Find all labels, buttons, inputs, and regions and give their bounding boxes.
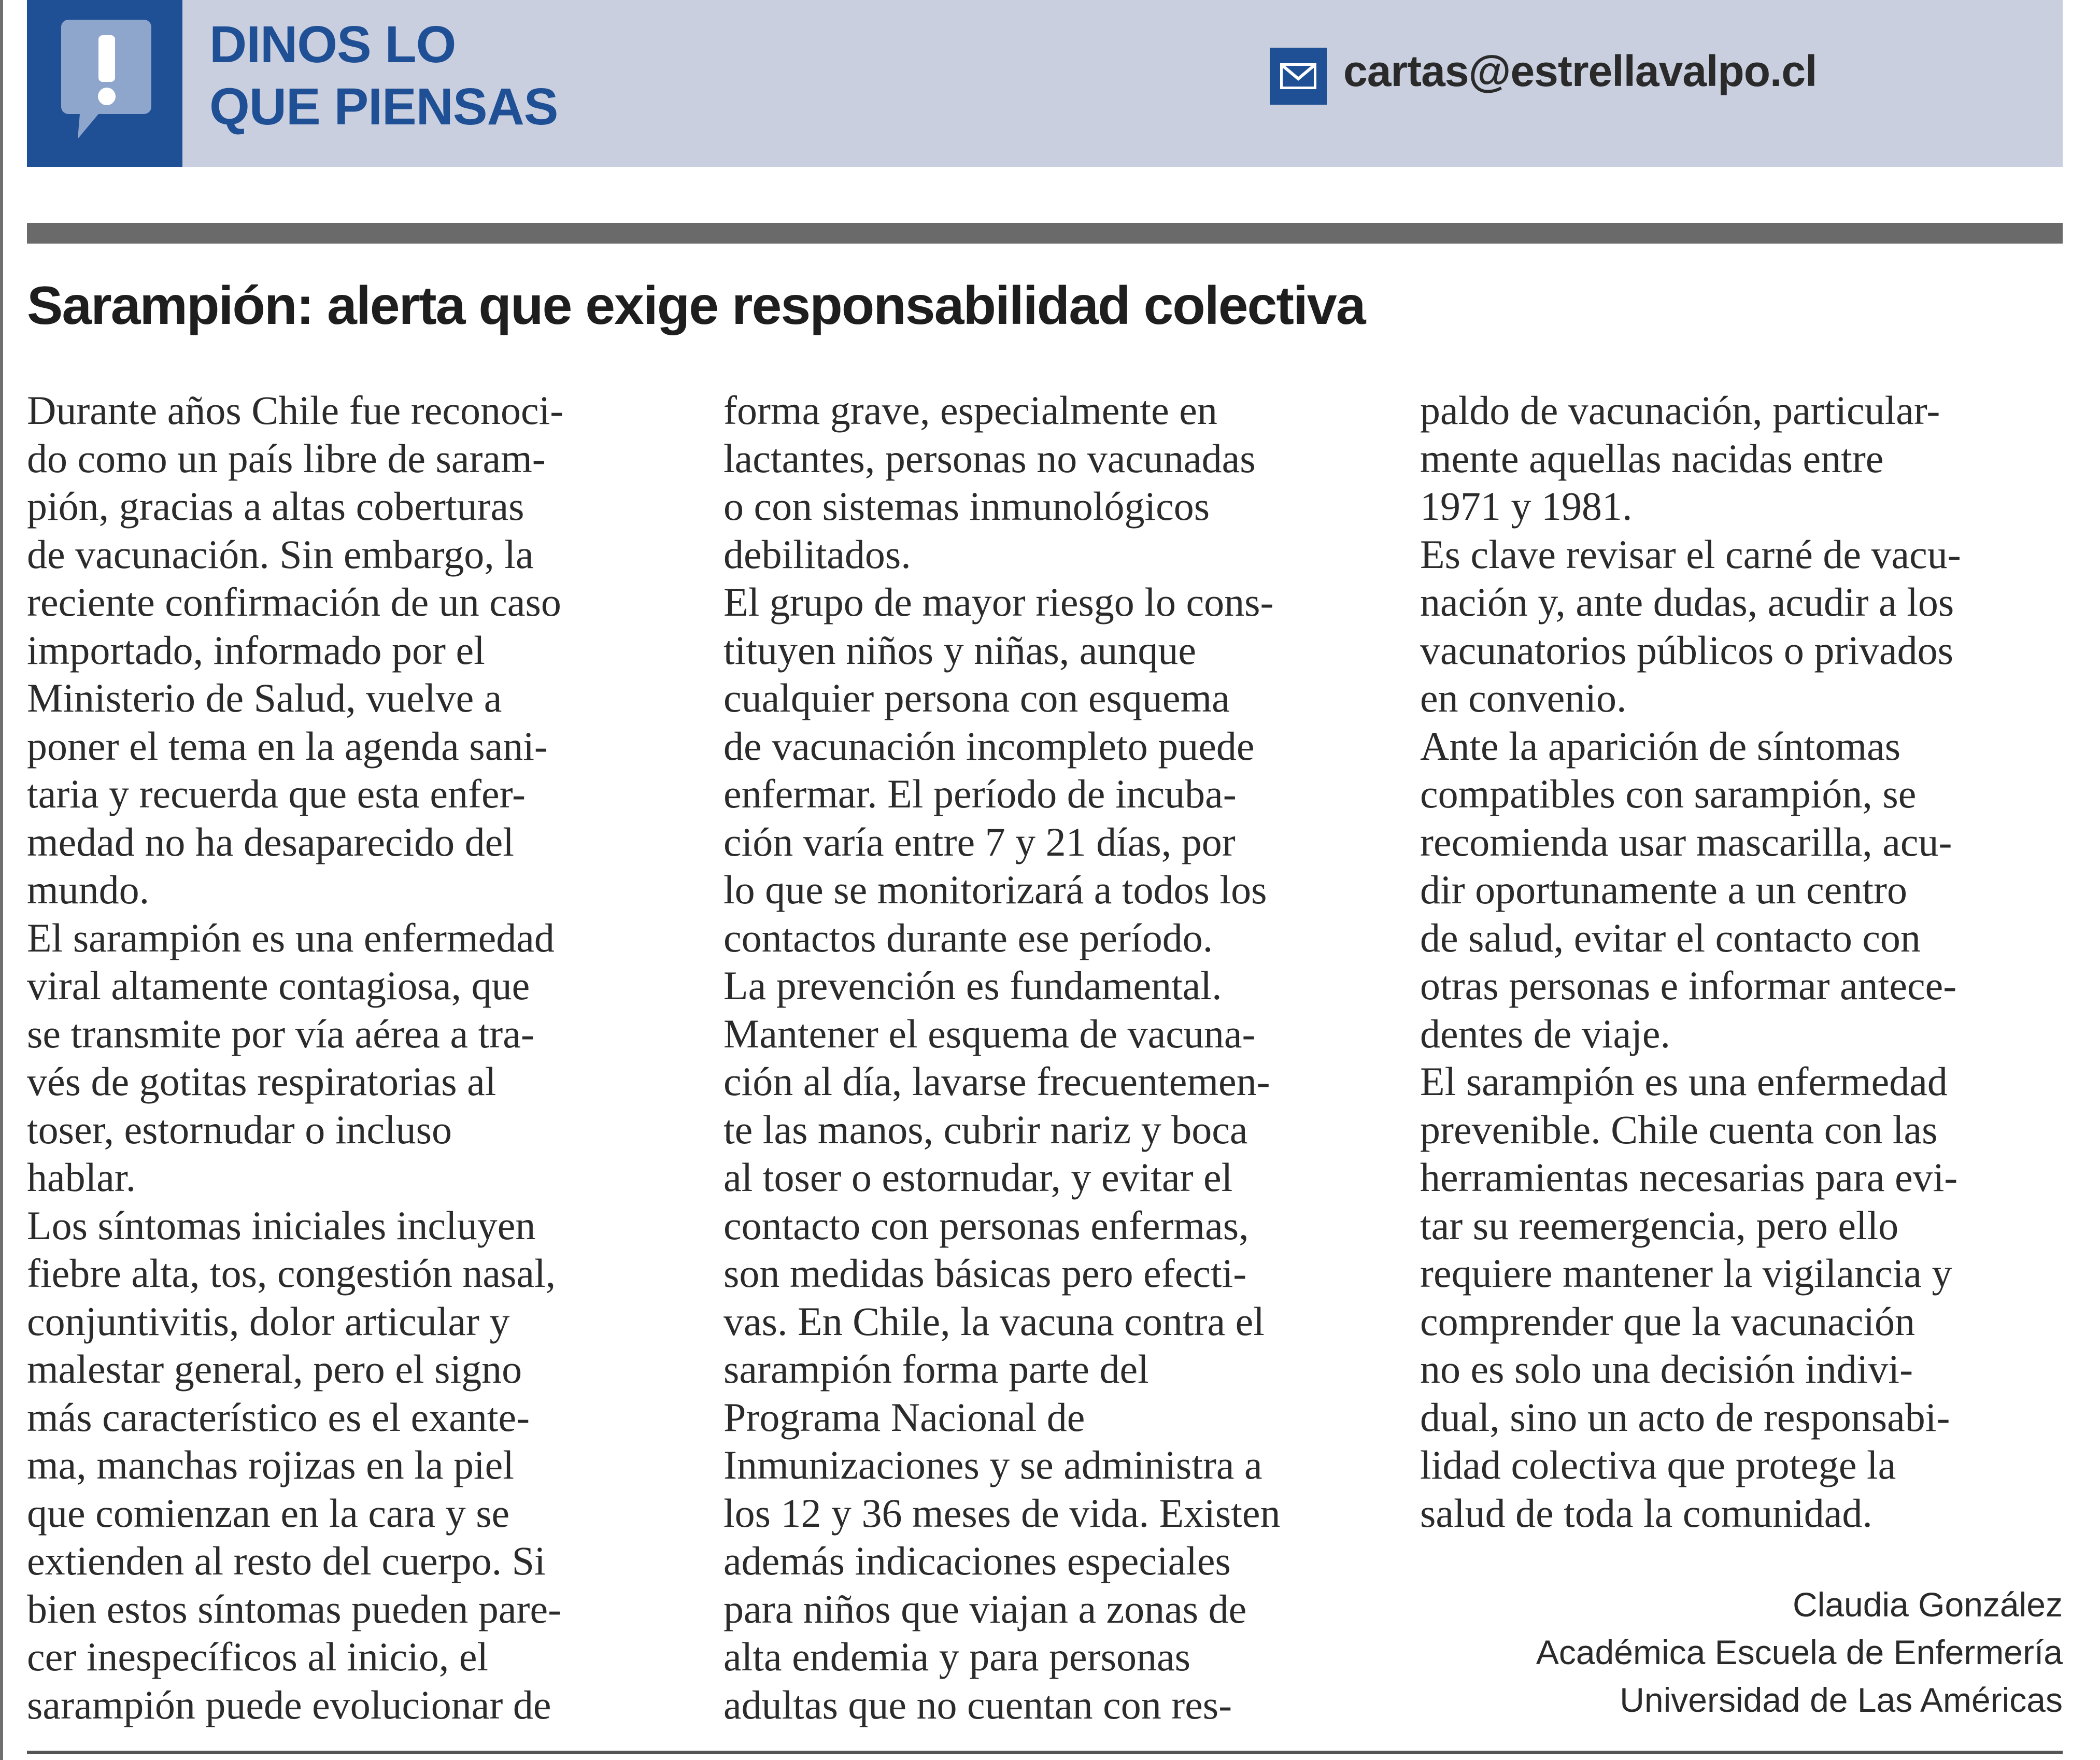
section-divider	[27, 223, 2063, 244]
article-text-line: cualquier persona con esquema	[723, 675, 1230, 720]
article-text-line: alta endemia y para personas	[723, 1634, 1190, 1679]
article-text-line: malestar general, pero el signo	[27, 1346, 522, 1392]
article-text-line: vas. En Chile, la vacuna contra el	[723, 1298, 1265, 1344]
article-text-line: Ministerio de Salud, vuelve a	[27, 675, 502, 720]
exclamation-speech-bubble-icon	[27, 0, 182, 167]
article-text-line: no es solo una decisión indivi-	[1420, 1346, 1913, 1392]
article-text-line: conjuntivitis, dolor articular y	[27, 1298, 510, 1344]
article-text-line: prevenible. Chile cuenta con las	[1420, 1106, 1938, 1152]
article-text-line: lo que se monitorizará a todos los	[723, 867, 1267, 912]
article-text-line: Durante años Chile fue reconoci-	[27, 388, 564, 433]
article-text-line: El grupo de mayor riesgo lo cons-	[723, 579, 1274, 624]
article-text-line: ma, manchas rojizas en la piel	[27, 1442, 514, 1487]
bottom-rule	[27, 1751, 2063, 1754]
article-text-line: dual, sino un acto de responsabi-	[1420, 1394, 1950, 1440]
article-text-line: ción al día, lavarse frecuentemen-	[723, 1059, 1270, 1104]
section-title-line2: QUE PIENSAS	[209, 78, 558, 136]
article-text-line: mundo.	[27, 867, 150, 912]
article-text-line: adultas que no cuentan con res-	[723, 1682, 1232, 1727]
article-text-line: de vacunación incompleto puede	[723, 723, 1255, 769]
article-text-line: extienden al resto del cuerpo. Si	[27, 1538, 546, 1583]
section-title-line1: DINOS LO	[209, 16, 456, 74]
article-text-line: El sarampión es una enfermedad	[1420, 1059, 1948, 1104]
article-column-2	[723, 387, 1392, 1729]
left-margin-rule	[0, 0, 3, 1760]
article-text-line: fiebre alta, tos, congestión nasal,	[27, 1251, 556, 1296]
article-text-line: Mantener el esquema de vacuna-	[723, 1011, 1256, 1056]
article-text-line: do como un país libre de saram-	[27, 435, 546, 481]
article-text-line: de salud, evitar el contacto con	[1420, 915, 1921, 960]
article-headline: Sarampión: alerta que exige responsabilidad colectiva	[27, 276, 1365, 336]
article-text-line: dir oportunamente a un centro	[1420, 867, 1907, 912]
article-text-line: 1971 y 1981.	[1420, 484, 1633, 529]
article-text-line: La prevención es fundamental.	[723, 963, 1222, 1008]
article-text-line: bien estos síntomas pueden pare-	[27, 1586, 562, 1631]
article-text-line: pión, gracias a altas coberturas	[27, 484, 524, 529]
article-text-line: sarampión puede evolucionar de	[27, 1682, 551, 1727]
article-text-line: Ante la aparición de síntomas	[1420, 723, 1901, 769]
article-text-line: que comienzan en la cara y se	[27, 1490, 510, 1536]
author-signature	[1536, 1581, 2063, 1724]
article-text-line: enfermar. El período de incuba-	[723, 771, 1237, 816]
article-text-line: se transmite por vía aérea a tra-	[27, 1011, 534, 1056]
article-text-line: ción varía entre 7 y 21 días, por	[723, 819, 1236, 864]
article-text-line: nación y, ante dudas, acudir a los	[1420, 579, 1954, 624]
article-text-line: Es clave revisar el carné de vacu-	[1420, 531, 1961, 577]
article-text-line: importado, informado por el	[27, 627, 485, 673]
article-text-line: debilitados.	[723, 531, 911, 577]
envelope-icon	[1270, 48, 1327, 105]
article-text-line: Inmunizaciones y se administra a	[723, 1442, 1262, 1487]
article-text-line: cer inespecíficos al inicio, el	[27, 1634, 489, 1679]
article-text-line: medad no ha desaparecido del	[27, 819, 514, 864]
article-column-3	[1420, 387, 2063, 1537]
article-text-line: otras personas e informar antece-	[1420, 963, 1957, 1008]
article-text-line: te las manos, cubrir nariz y boca	[723, 1106, 1248, 1152]
article-text-line: son medidas básicas pero efecti-	[723, 1251, 1247, 1296]
article-text-line: al toser o estornudar, y evitar el	[723, 1155, 1233, 1200]
article-text-line: contactos durante ese período.	[723, 915, 1213, 960]
article-text-line: sarampión forma parte del	[723, 1346, 1149, 1392]
section-title	[209, 13, 558, 138]
article-text-line: salud de toda la comunidad.	[1420, 1490, 1872, 1536]
article-text-line: o con sistemas inmunológicos	[723, 484, 1210, 529]
article-text-line: herramientas necesarias para evi-	[1420, 1155, 1958, 1200]
article-text-line: compatibles con sarampión, se	[1420, 771, 1917, 816]
article-text-line: reciente confirmación de un caso	[27, 579, 561, 624]
article-text-line: mente aquellas nacidas entre	[1420, 435, 1884, 481]
article-text-line: poner el tema en la agenda sani-	[27, 723, 548, 769]
author-institution: Universidad de Las Américas	[1620, 1681, 2063, 1719]
article-text-line: los 12 y 36 meses de vida. Existen	[723, 1490, 1281, 1536]
article-text-line: para niños que viajan a zonas de	[723, 1586, 1247, 1631]
author-name: Claudia González	[1793, 1585, 2063, 1624]
article-text-line: hablar.	[27, 1155, 136, 1200]
article-text-line: Programa Nacional de	[723, 1394, 1085, 1440]
article-text-line: dentes de viaje.	[1420, 1011, 1670, 1056]
article-text-line: toser, estornudar o incluso	[27, 1106, 452, 1152]
article-text-line: en convenio.	[1420, 675, 1627, 720]
article-text-line: Los síntomas iniciales incluyen	[27, 1202, 536, 1248]
article-text-line: contacto con personas enfermas,	[723, 1202, 1249, 1248]
article-text-line: vés de gotitas respiratorias al	[27, 1059, 496, 1104]
article-text-line: El sarampión es una enfermedad	[27, 915, 555, 960]
article-text-line: lidad colectiva que protege la	[1420, 1442, 1896, 1487]
article-text-line: taria y recuerda que esta enfer-	[27, 771, 526, 816]
author-role: Académica Escuela de Enfermería	[1536, 1633, 2063, 1671]
article-text-line: lactantes, personas no vacunadas	[723, 435, 1256, 481]
article-text-line: además indicaciones especiales	[723, 1538, 1231, 1583]
article-text-line: requiere mantener la vigilancia y	[1420, 1251, 1952, 1296]
contact-email-link[interactable]: cartas@estrellavalpo.cl	[1343, 47, 1817, 95]
article-text-line: forma grave, especialmente en	[723, 388, 1217, 433]
article-text-line: comprender que la vacunación	[1420, 1298, 1915, 1344]
section-header	[27, 0, 2063, 167]
article-text-line: paldo de vacunación, particular-	[1420, 388, 1940, 433]
article-text-line: más característico es el exante-	[27, 1394, 530, 1440]
article-text-line: tituyen niños y niñas, aunque	[723, 627, 1197, 673]
article-text-line: recomienda usar mascarilla, acu-	[1420, 819, 1952, 864]
article-text-line: vacunatorios públicos o privados	[1420, 627, 1953, 673]
article-text-line: de vacunación. Sin embargo, la	[27, 531, 534, 577]
article-text-line: viral altamente contagiosa, que	[27, 963, 530, 1008]
article-text-line: tar su reemergencia, pero ello	[1420, 1202, 1899, 1248]
article-column-1	[27, 387, 696, 1729]
